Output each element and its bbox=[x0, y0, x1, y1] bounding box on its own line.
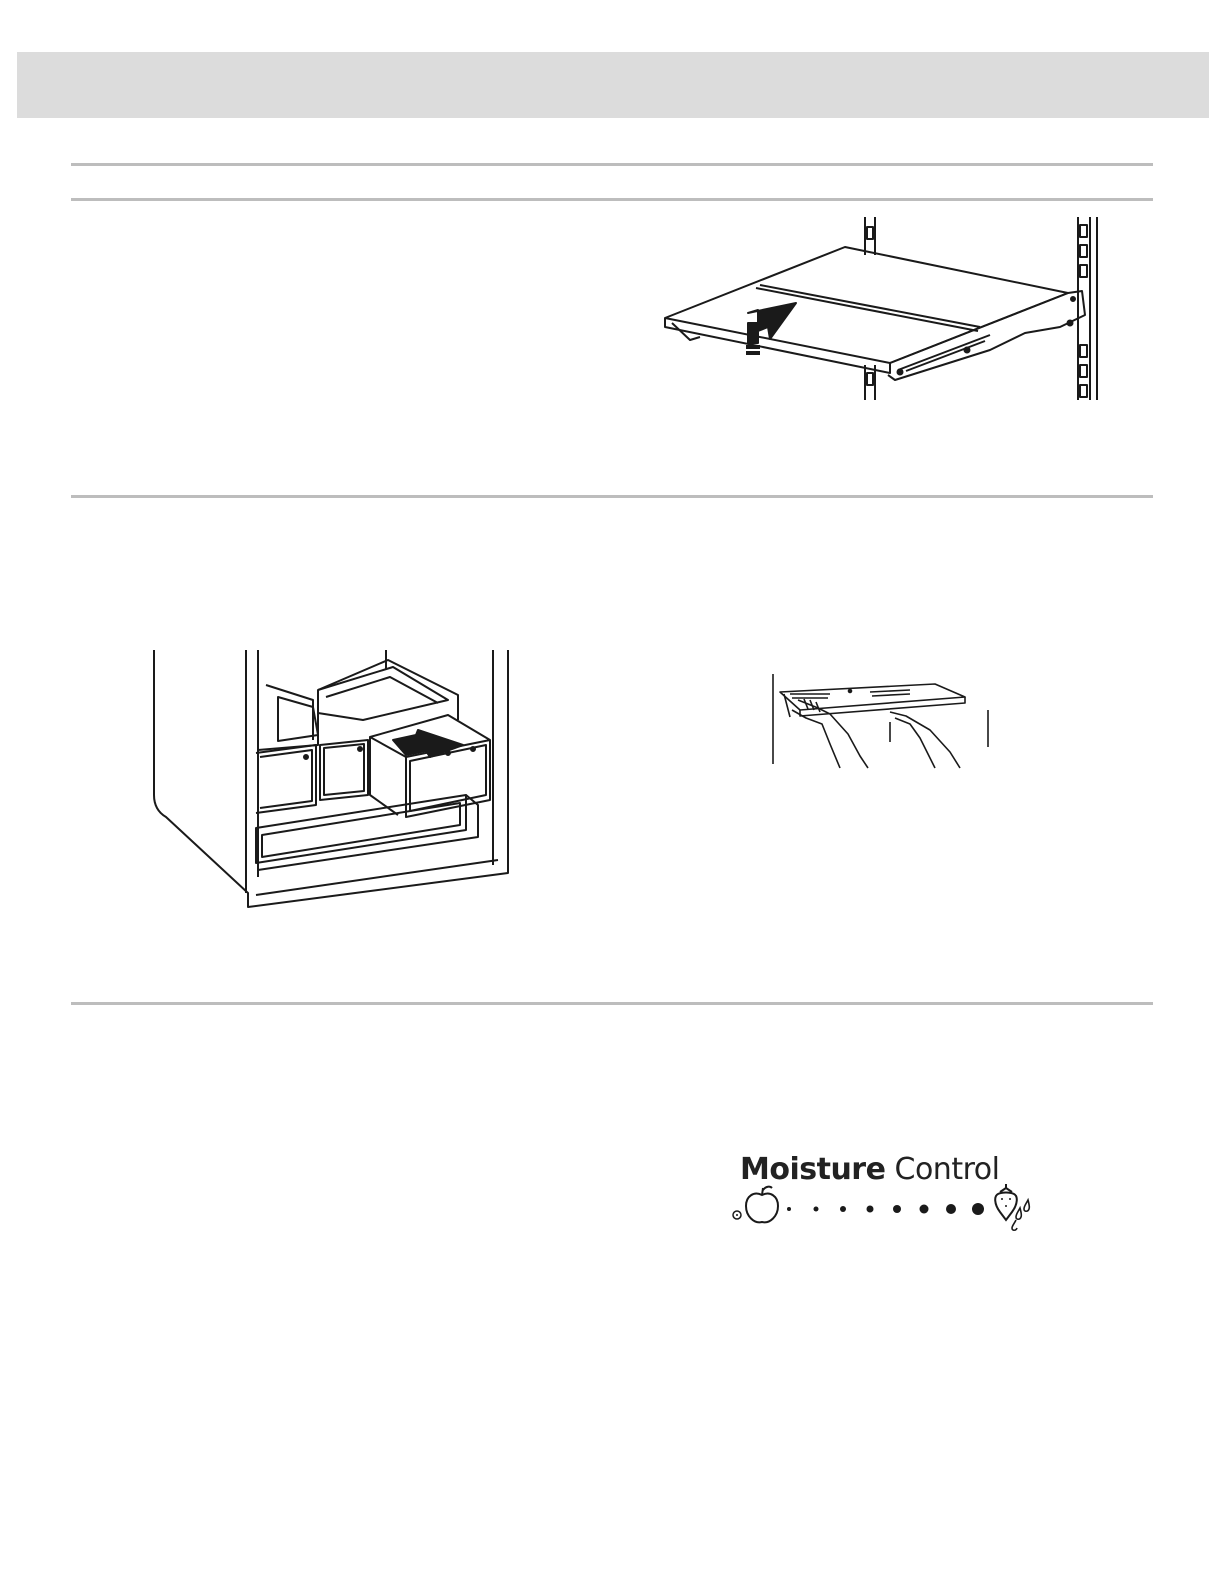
apple-icon bbox=[733, 1187, 778, 1223]
section-rule-top bbox=[71, 163, 1153, 166]
crisper-drawer-illustration bbox=[148, 645, 513, 915]
section-rule-3 bbox=[71, 1002, 1153, 1005]
shelf-removal-hands-illustration bbox=[770, 672, 1010, 772]
section-rule-2 bbox=[71, 495, 1153, 498]
moisture-control-title-regular: Control bbox=[894, 1152, 1000, 1187]
shelf-slide-illustration bbox=[660, 215, 1110, 405]
moisture-control-scale bbox=[728, 1182, 1038, 1232]
moisture-control-title-bold: Moisture bbox=[740, 1152, 886, 1187]
header-band bbox=[17, 52, 1209, 118]
moisture-setting-dots[interactable] bbox=[787, 1203, 984, 1215]
section-rule-1 bbox=[71, 198, 1153, 201]
strawberry-icon bbox=[995, 1184, 1029, 1230]
